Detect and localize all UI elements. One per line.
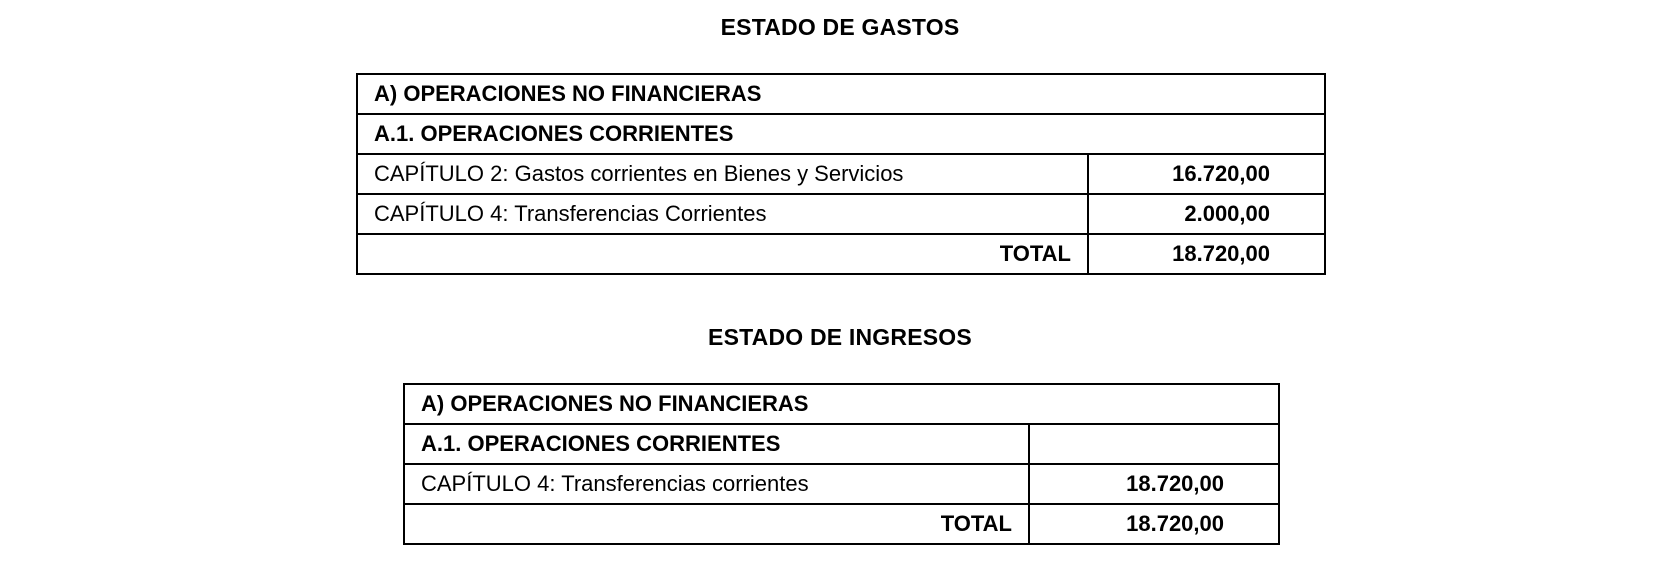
table-row [404,384,1279,424]
total-label: TOTAL [404,504,1029,544]
row-label: CAPÍTULO 4: Transferencias corrientes [404,464,1029,504]
table-row [357,234,1325,274]
table-row [404,424,1279,464]
gastos-title: ESTADO DE GASTOS [720,14,960,40]
ingresos-table [403,383,1280,545]
table-row [357,114,1325,154]
gastos-table [356,73,1326,275]
section-heading: A) OPERACIONES NO FINANCIERAS [357,74,1325,114]
total-label: TOTAL [357,234,1088,274]
table-row [404,504,1279,544]
table-row [357,194,1325,234]
row-label: CAPÍTULO 4: Transferencias Corrientes [357,194,1088,234]
table-row [404,464,1279,504]
row-amount: 2.000,00 [1088,194,1325,234]
table-row [357,154,1325,194]
section-heading: A) OPERACIONES NO FINANCIERAS [404,384,1279,424]
row-amount: 16.720,00 [1088,154,1325,194]
total-amount: 18.720,00 [1029,504,1279,544]
empty-cell [1029,424,1279,464]
table-row [357,74,1325,114]
total-amount: 18.720,00 [1088,234,1325,274]
ingresos-title: ESTADO DE INGRESOS [708,324,972,350]
row-label: CAPÍTULO 2: Gastos corrientes en Bienes y Servicios [357,154,1088,194]
subsection-heading: A.1. OPERACIONES CORRIENTES [357,114,1325,154]
row-amount: 18.720,00 [1029,464,1279,504]
subsection-heading: A.1. OPERACIONES CORRIENTES [404,424,1029,464]
